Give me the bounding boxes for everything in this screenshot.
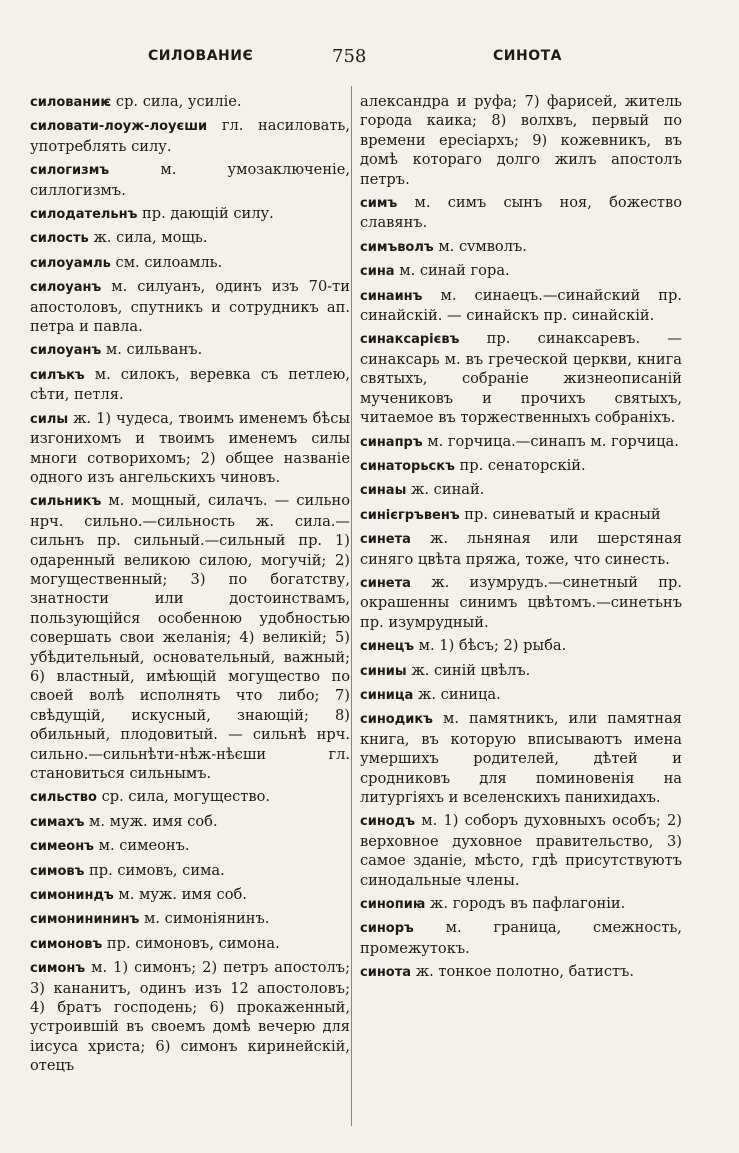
entry-definition: м. симъ сынъ ноя, божество славянъ. bbox=[360, 194, 683, 232]
entry-definition: ж. сила, мощь. bbox=[93, 229, 208, 247]
dictionary-entry bbox=[360, 237, 682, 257]
dictionary-entry bbox=[30, 958, 350, 1075]
entry-definition: пр. сенаторскій. bbox=[459, 456, 586, 474]
dictionary-entry bbox=[360, 962, 682, 982]
entry-headword: синета bbox=[360, 575, 411, 591]
entry-headword: силость bbox=[30, 231, 89, 247]
entry-headword: синодикъ bbox=[360, 712, 433, 728]
dictionary-entry bbox=[30, 228, 350, 248]
entry-headword: силы bbox=[30, 411, 69, 427]
entry-headword: синаксарієвъ bbox=[360, 332, 460, 348]
dictionary-entry bbox=[360, 529, 682, 569]
entry-headword: симеонъ bbox=[30, 839, 94, 855]
entry-definition: пр. дающій силу. bbox=[142, 205, 274, 223]
entry-definition: м. горчица.—синапъ м. горчица. bbox=[427, 432, 679, 450]
dictionary-entry bbox=[30, 861, 350, 881]
dictionary-entry bbox=[360, 918, 682, 958]
dictionary-entry bbox=[30, 934, 350, 954]
entry-headword: синоръ bbox=[360, 921, 414, 937]
entry-definition: ср. сила, усиліе. bbox=[115, 93, 242, 110]
entry-headword: синаторьскъ bbox=[360, 458, 455, 474]
entry-definition: ж. синій цвѣлъ. bbox=[411, 661, 531, 679]
entry-headword: симъволъ bbox=[360, 239, 434, 255]
entry-headword: синецъ bbox=[360, 639, 415, 655]
dictionary-entry bbox=[360, 432, 682, 452]
entry-headword: силоуамль bbox=[30, 255, 111, 271]
entry-headword: силогизмъ bbox=[30, 163, 110, 179]
dictionary-entry bbox=[360, 286, 682, 326]
entry-definition: ср. сила, могущество. bbox=[101, 788, 271, 806]
entry-definition: пр. симовъ, сима. bbox=[89, 861, 225, 879]
entry-definition: м. синаецъ.—синайский пр. синайскій. — синайскъ пр. синайскій. bbox=[360, 286, 682, 325]
entry-definition: м. сvмволъ. bbox=[438, 237, 527, 255]
entry-definition: м. симоніянинъ. bbox=[144, 910, 270, 928]
dictionary-entry bbox=[360, 894, 682, 914]
entry-definition: м. муж. имя соб. bbox=[118, 886, 247, 904]
dictionary-entry bbox=[30, 92, 350, 112]
column-divider bbox=[351, 86, 352, 1126]
entry-headword: симахъ bbox=[30, 814, 85, 830]
entry-definition: пр. симоновъ, симона. bbox=[106, 934, 280, 952]
entry-definition: ж. тонкое полотно, батистъ. bbox=[415, 963, 635, 981]
dictionary-entry bbox=[360, 505, 682, 525]
dictionary-entry bbox=[30, 277, 350, 336]
page-number: 758 bbox=[332, 46, 367, 67]
entry-headword: силованиѥ bbox=[30, 95, 112, 110]
dictionary-entry bbox=[30, 491, 350, 783]
entry-headword: силовати-лоуж-лоуєши bbox=[30, 119, 208, 135]
header-right-guide-word: СИНОТА bbox=[493, 48, 562, 64]
entry-headword: симонъ bbox=[30, 961, 86, 977]
dictionary-entry bbox=[360, 661, 682, 681]
entry-definition: ж. льняная или шерстяная синяго цвѣта пряжа, тоже, что синесть. bbox=[360, 530, 682, 568]
dictionary-entry bbox=[360, 193, 682, 233]
entry-headword: симовъ bbox=[30, 863, 85, 879]
page-header bbox=[0, 46, 739, 74]
entry-definition: м. силуанъ, одинъ изъ 70-ти апостоловъ, спутникъ и сотрудникъ ап. петра и павла. bbox=[30, 278, 350, 336]
entry-headword: сильникъ bbox=[30, 494, 102, 510]
entry-definition: пр. синаксаревъ. — синаксарь м. въ греческой церкви, книга святыхъ, собраніе жизнеописаній мучениковъ и прочихъ святыхъ, читаемое въ торжественныхъ собраніхъ. bbox=[360, 330, 682, 427]
entry-headword: синиы bbox=[360, 663, 407, 679]
entry-definition: ж. изумрудъ.—синетный пр. окрашенны синимъ цвѣтомъ.—синетьнъ пр. изумрудный. bbox=[360, 573, 682, 631]
entry-headword: силоуанъ bbox=[30, 280, 102, 296]
dictionary-entry bbox=[360, 329, 682, 427]
dictionary-entry bbox=[30, 253, 350, 273]
entry-definition: м. 1) соборъ духовныхъ особъ; 2) верховное духовное правительство, 3) самое зданіе, мѣсто, гдѣ присутствуютъ синодальные члены. bbox=[360, 812, 682, 889]
entry-definition: пр. синеватый и красный bbox=[464, 505, 661, 523]
dictionary-entry bbox=[30, 836, 350, 856]
dictionary-entry bbox=[30, 885, 350, 905]
entry-definition: м. граница, смежность, промежутокъ. bbox=[360, 919, 682, 957]
entry-headword: силодательнъ bbox=[30, 207, 138, 223]
dictionary-entry bbox=[30, 160, 350, 200]
entry-definition: м. умозаключеніе, силлогизмъ. bbox=[30, 161, 350, 199]
entry-headword: симъ bbox=[360, 196, 398, 212]
entry-definition: гл. насиловать, употреблять силу. bbox=[30, 117, 351, 155]
dictionary-entry bbox=[360, 456, 682, 476]
dictionary-entry bbox=[360, 685, 682, 705]
dictionary-entry bbox=[30, 909, 350, 929]
entry-definition: александра и руфа; 7) фарисей, житель города каика; 8) волхвъ, первый по времени ересіархъ; 9) кожевникъ, въ домѣ котораго долго жилъ апостолъ петръ. bbox=[360, 93, 682, 188]
entry-definition: м. муж. имя соб. bbox=[89, 812, 218, 830]
dictionary-entry bbox=[360, 573, 682, 632]
entry-definition: ж. городъ въ пафлагоніи. bbox=[429, 895, 626, 913]
entry-definition: ж. 1) чудеса, твоимъ именемъ бѣсы изгонихомъ и твоимъ именемъ силы многи сотворихомъ; 2) общее названіе одного изъ ангельскихъ чиновъ. bbox=[30, 409, 351, 486]
dictionary-entry bbox=[360, 709, 682, 807]
entry-headword: силъкъ bbox=[30, 367, 85, 383]
dictionary-entry bbox=[30, 787, 350, 807]
dictionary-entry bbox=[360, 92, 682, 189]
entry-headword: синаинъ bbox=[360, 288, 423, 304]
dictionary-entry bbox=[30, 409, 350, 488]
entry-definition: ж. синай. bbox=[410, 481, 485, 499]
header-left-guide-word: СИЛОВАНИЄ bbox=[148, 48, 254, 64]
dictionary-entry bbox=[30, 365, 350, 405]
entry-definition: м. мощный, силачъ. — сильно нрч. сильно.—сильность ж. сила.—сильнъ пр. сильный.—сильный пр. 1) одаренный великою силою, могучій; 2) могущественный; 3) по богатству, знатности или достоинствамъ, пользующійся особенною удобностью совершать свои желанія; 4) великій; 5) убѣдительный, основательный, важный; 6) властный, имѣющій могущество по своей волѣ исполнять что либо; 7) свѣдущій, искусный, знающій; 8) обильный, плодовитый. — сильнѣ нрч. сильно.—сильнѣти-нѣж-нѣєши гл. становиться сильнымъ. bbox=[30, 492, 350, 782]
entry-definition: м. памятникъ, или памятная книга, въ которую вписываютъ имена умершихъ родителей, дѣтей и сродниковъ для поминовенія на литургіяхъ и вселенскихъ панихидахъ. bbox=[360, 710, 682, 806]
entry-definition: ж. синица. bbox=[417, 685, 501, 703]
dictionary-entry bbox=[360, 480, 682, 500]
entry-headword: синопиꙗ bbox=[360, 897, 426, 913]
entry-definition: м. симеонъ. bbox=[98, 837, 190, 855]
dictionary-entry bbox=[360, 636, 682, 656]
entry-headword: синета bbox=[360, 532, 411, 548]
entry-definition: м. силокъ, веревка съ петлею, сѣти, петля. bbox=[30, 365, 350, 404]
entry-definition: м. сильванъ. bbox=[105, 341, 203, 359]
entry-definition: м. 1) бѣсъ; 2) рыба. bbox=[418, 637, 567, 655]
dictionary-entry bbox=[30, 812, 350, 832]
entry-definition: м. 1) симонъ; 2) петръ апостолъ; 3) кананитъ, одинъ изъ 12 апостоловъ; 4) братъ господень; 6) прокаженный, устроившій въ своемъ домѣ вечерю для іисуса христа; 6) симонъ киринейскій, отецъ bbox=[30, 959, 350, 1075]
entry-headword: силоуанъ bbox=[30, 343, 102, 359]
dictionary-entry bbox=[360, 811, 682, 890]
entry-headword: сина bbox=[360, 264, 395, 280]
entry-headword: сильство bbox=[30, 790, 97, 806]
entry-definition: м. синай гора. bbox=[399, 262, 510, 280]
entry-headword: синота bbox=[360, 965, 412, 981]
dictionary-entry bbox=[30, 340, 350, 360]
entry-headword: симониндъ bbox=[30, 888, 114, 904]
dictionary-entry bbox=[360, 261, 682, 281]
entry-headword: синієгръвенъ bbox=[360, 507, 460, 523]
entry-headword: симоновъ bbox=[30, 936, 103, 952]
entry-headword: синодъ bbox=[360, 814, 415, 830]
dictionary-entry bbox=[30, 116, 350, 156]
entry-headword: синапръ bbox=[360, 434, 423, 450]
left-column bbox=[30, 92, 350, 1080]
dictionary-entry bbox=[30, 204, 350, 224]
right-column bbox=[360, 92, 682, 987]
entry-headword: симонинининъ bbox=[30, 912, 140, 928]
entry-definition: см. силоамль. bbox=[115, 253, 223, 271]
entry-headword: синица bbox=[360, 687, 414, 703]
entry-headword: синаы bbox=[360, 483, 407, 499]
